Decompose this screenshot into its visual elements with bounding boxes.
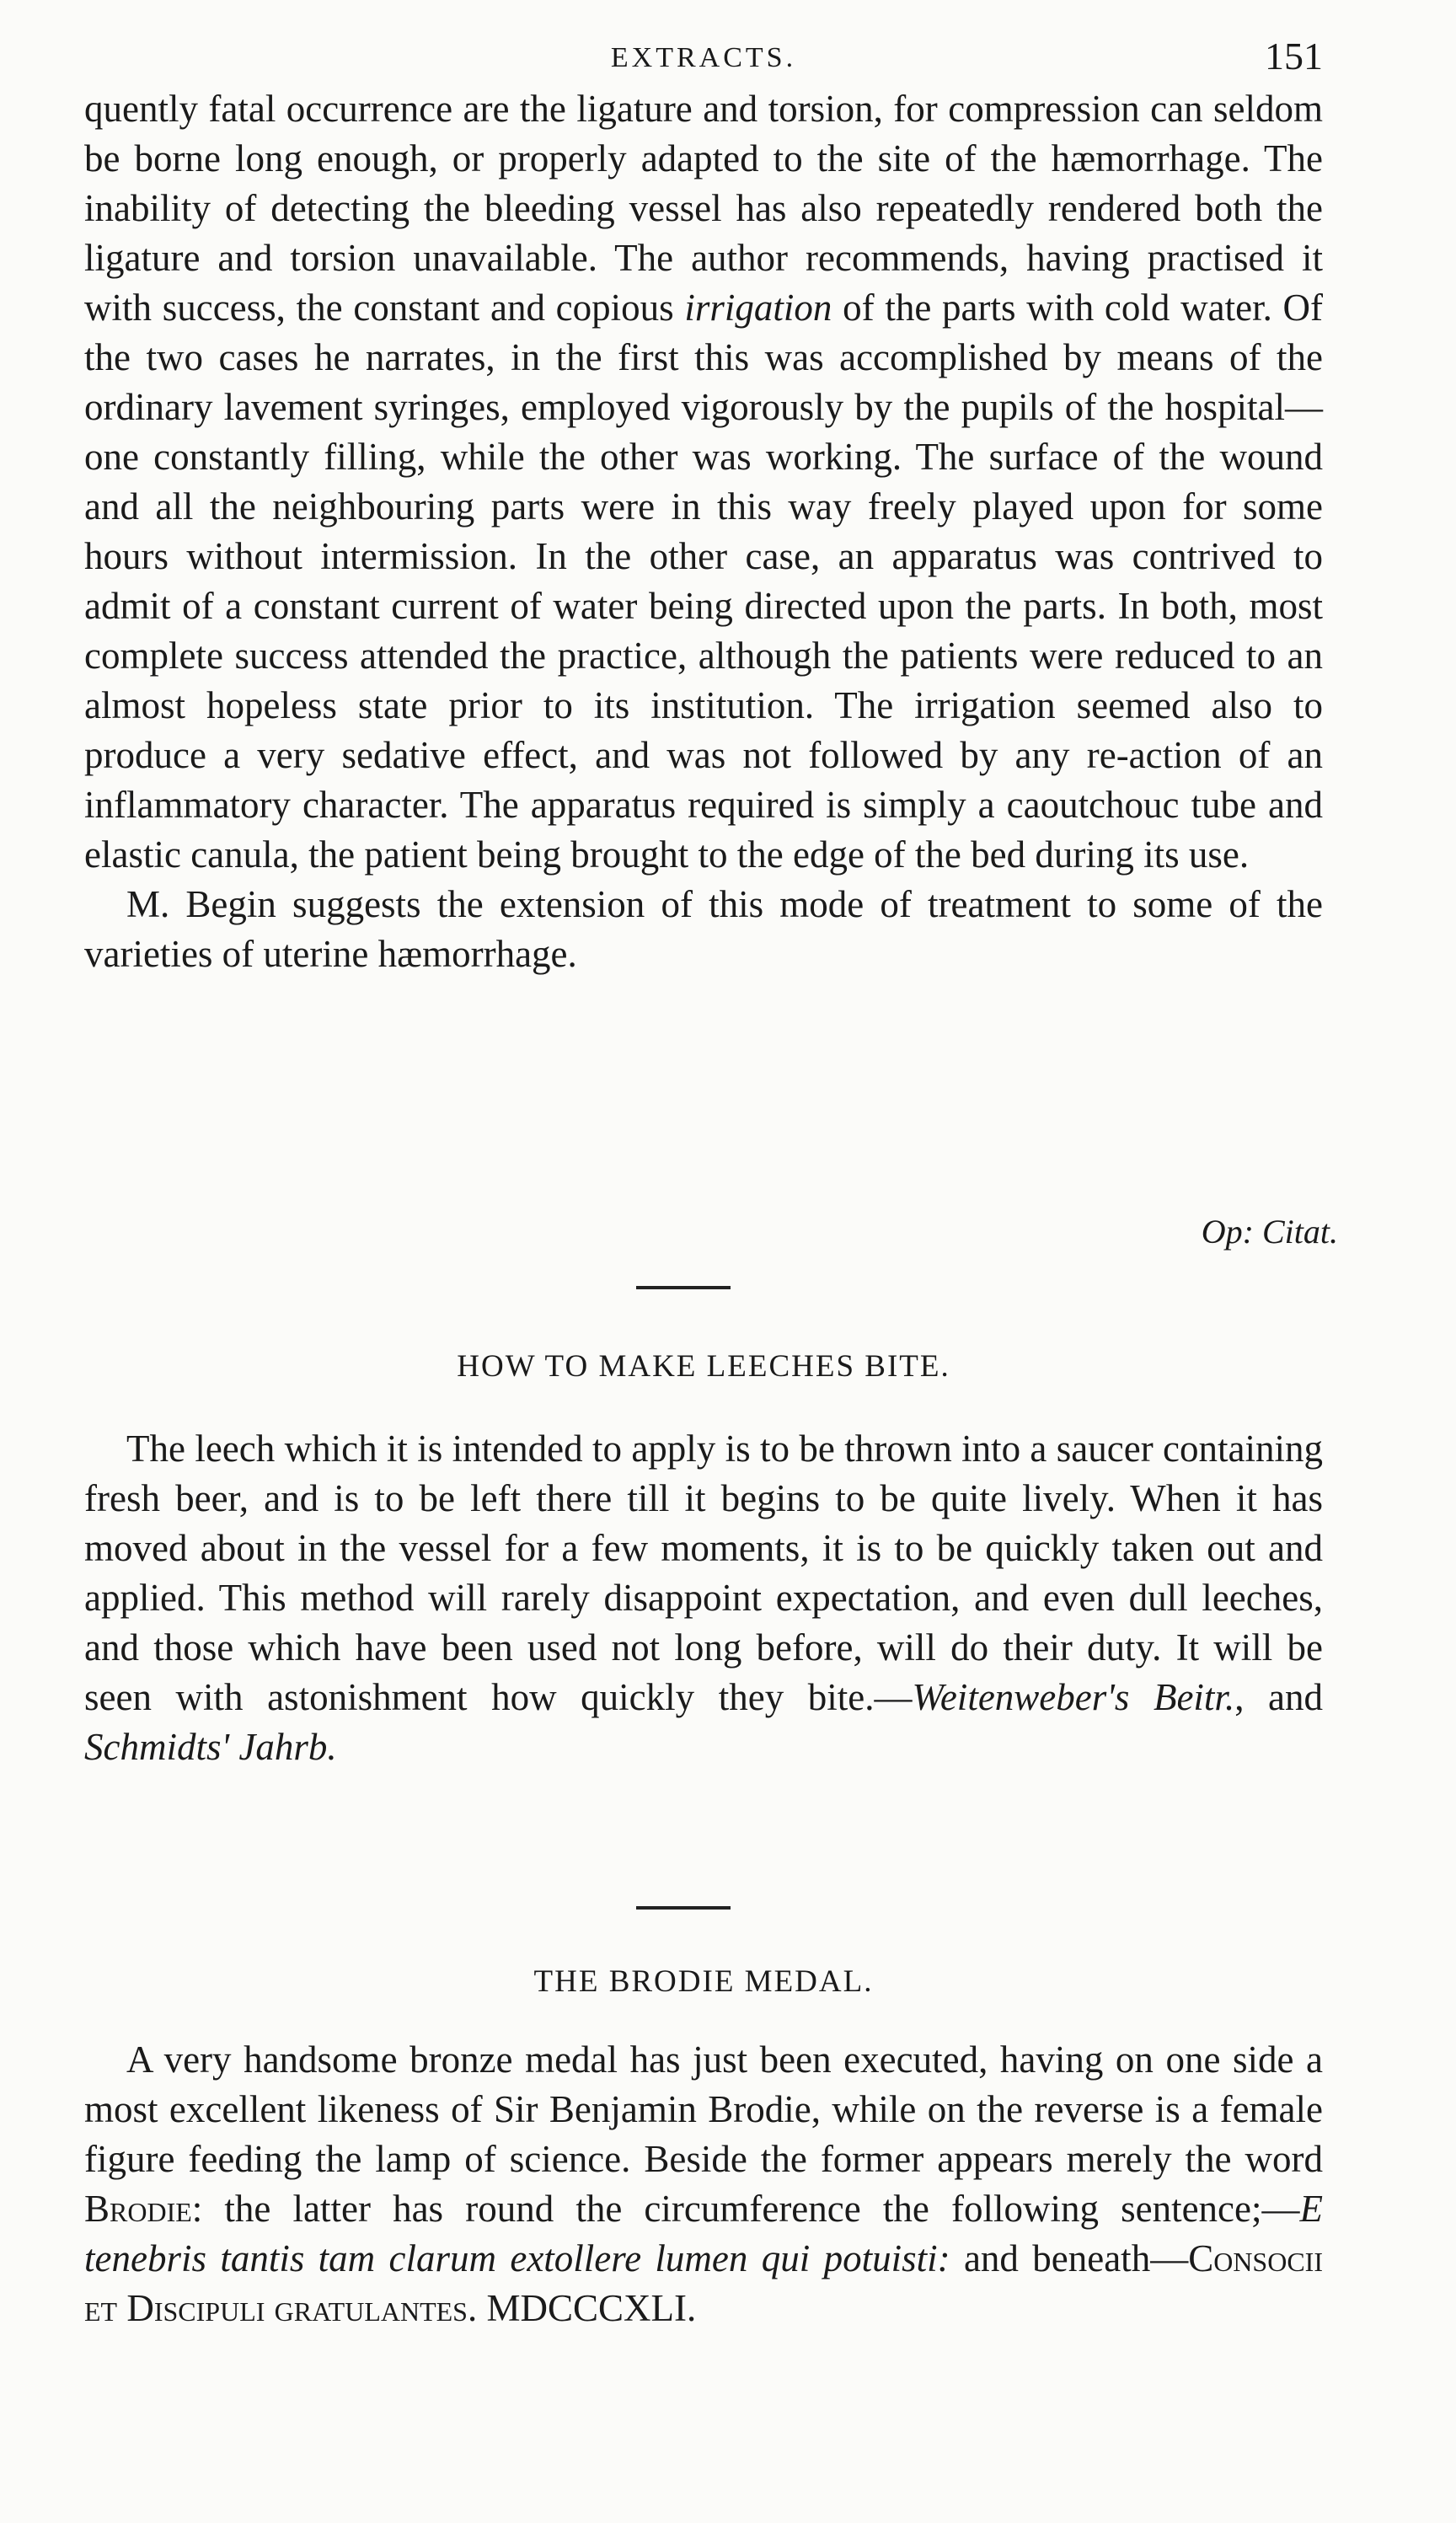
medal-inscription: Consocii et Discipuli gratulantes. MDCCCXLI. (84, 2237, 1323, 2329)
page-number: 151 (1265, 35, 1323, 78)
source-reference: Weitenweber's Beitr. (912, 1676, 1235, 1718)
paragraph-irrigation (84, 84, 1323, 880)
paragraph-begin: M. Begin suggests the extension of this mode of treatment to some of the varieties of uterine hæmorrhage. (84, 883, 1323, 975)
paragraph-text: A very handsome bronze medal has just been executed, having on one side a most excellent likeness of Sir Benjamin Brodie, while on the reverse is a female figure feeding the lamp of science. Beside the former appears merely the word (84, 2038, 1323, 2180)
small-caps-word: Brodie (84, 2188, 192, 2230)
section-irrigation (84, 84, 1323, 979)
citation: Op: Citat. (1201, 1213, 1338, 1251)
latin-quote: E tenebris tantis tam clarum extollere lumen qui potuisti: (84, 2188, 1323, 2279)
section-divider (636, 1906, 731, 1910)
paragraph-text: The leech which it is intended to apply is to be thrown into a saucer containing fresh beer, and is to be left there till it begins to be quite lively. When it has moved about in the vessel for a few moments, it is to be quickly taken out and applied. This method will rarely disappoint expectation, and even dull leeches, and those which have been used not long before, will do their duty. It will be seen with astonishment how quickly they bite.— (84, 1428, 1323, 1718)
section-divider (636, 1286, 731, 1289)
paragraph-text: : the latter has round the circumference the following sentence;— (191, 2188, 1300, 2230)
paragraph-text: , and (1234, 1676, 1323, 1718)
section-title-leeches: HOW TO MAKE LEECHES BITE. (457, 1349, 950, 1384)
paragraph-text: quently fatal occurrence are the ligature and torsion, for compression can seldom be borne long enough, or properly adapted to the site of the hæmorrhage. The inability of detecting the bleeding vessel has also repeatedly rendered both the ligature and torsion unavailable. The author recommends, having practised it with success, the constant and copious (84, 88, 1323, 329)
source-reference: Schmidts' Jahrb. (84, 1726, 337, 1768)
paragraph-text: of the parts with cold water. Of the two cases he narrates, in the first this was accomplished by means of the ordinary lavement syringes, employed vigorously by the pupils of the hospital—one constantly filling, while the other was working. The surface of the wound and all the neighbouring parts were in this way freely played upon for some hours without intermission. In the other case, an apparatus was contrived to admit of a constant current of water being directed upon the parts. In both, most complete success attended the practice, although the patients were reduced to an almost hopeless state prior to its institution. The irrigation seemed also to produce a very sedative effect, and was not followed by any re-action of an inflammatory character. The apparatus required is simply a caoutchouc tube and elastic canula, the patient being brought to the edge of the bed during its use. (84, 287, 1324, 876)
paragraph-text: and beneath— (950, 2237, 1189, 2279)
italic-term: irrigation (684, 287, 832, 329)
page-header (84, 34, 1323, 84)
paragraph-leeches (84, 1424, 1323, 1772)
section-medal (84, 2035, 1323, 2333)
running-head: EXTRACTS. (610, 42, 797, 73)
section-leeches (84, 1424, 1323, 1772)
section-title-medal: THE BRODIE MEDAL. (533, 1964, 874, 1999)
paragraph-medal (84, 2035, 1323, 2333)
